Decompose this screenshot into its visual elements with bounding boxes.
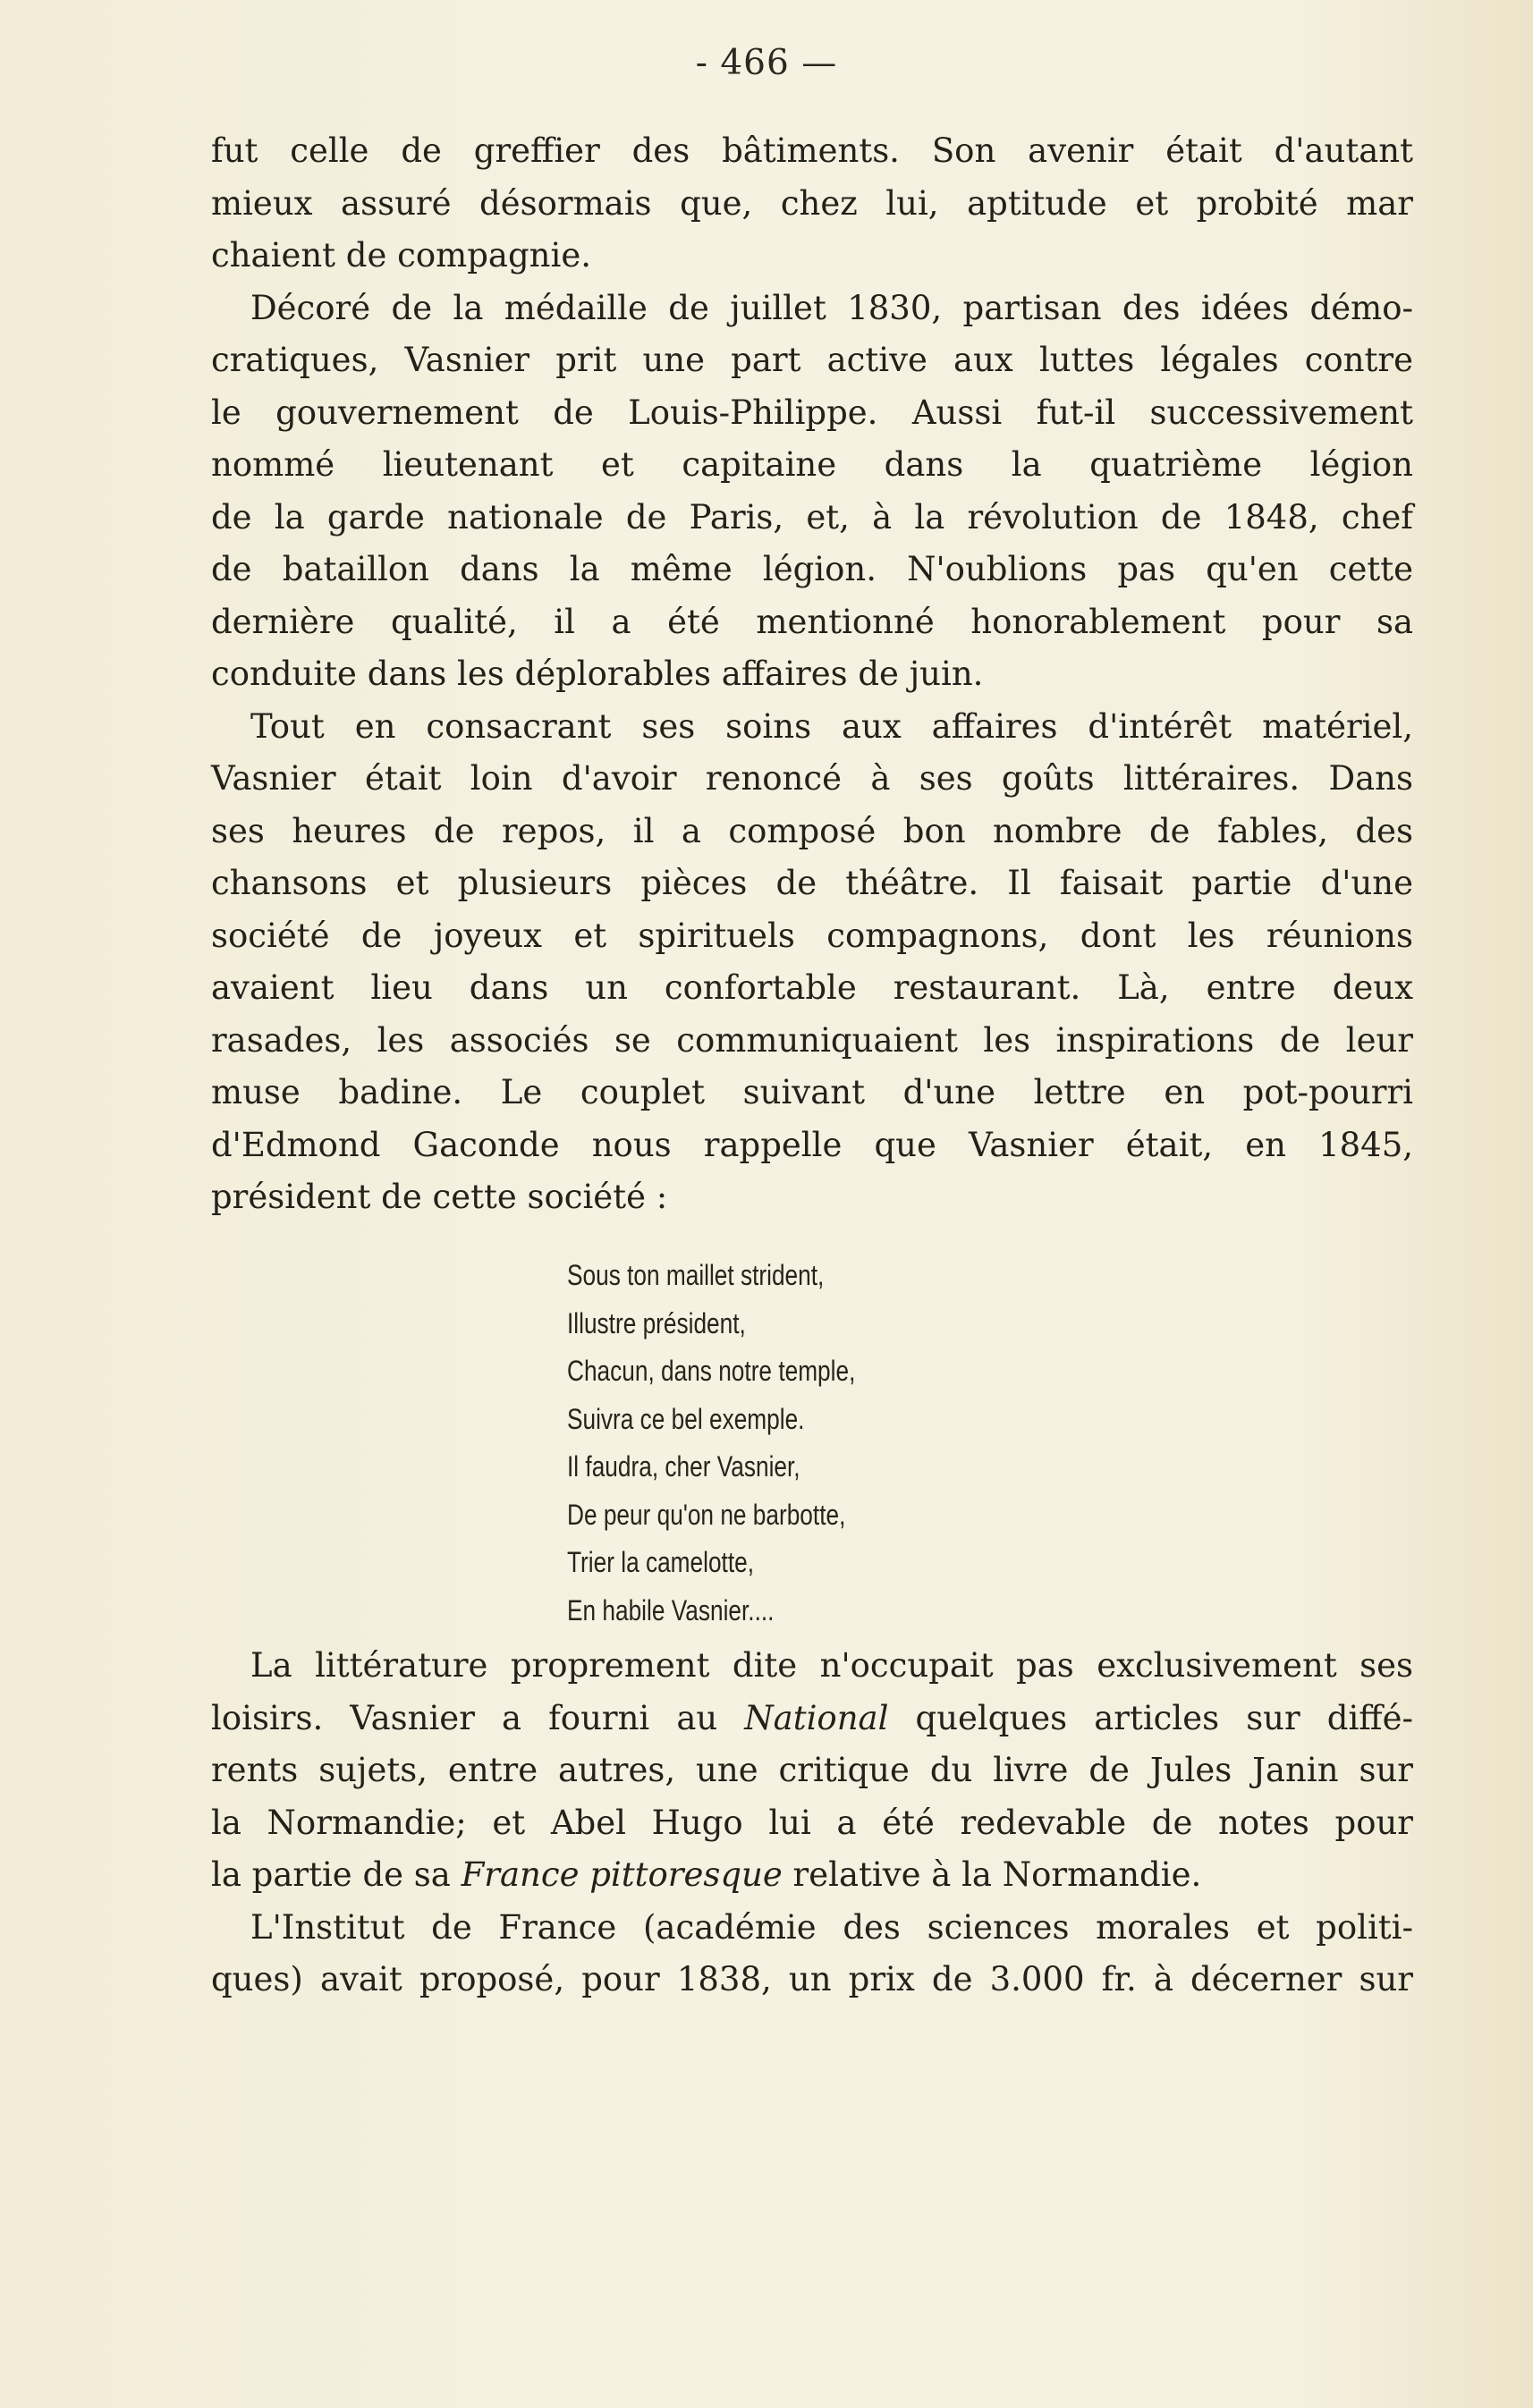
text-line: La littérature proprement dite n'occupait pas exclusivement ses xyxy=(250,1646,1413,1685)
text-line: ques) avait proposé, pour 1838, un prix de 3.000 fr. à décerner sur xyxy=(211,1960,1413,1998)
verse-line: Trier la camelotte, xyxy=(567,1546,755,1578)
verse-line: Il faudra, cher Vasnier, xyxy=(567,1450,800,1483)
text-line: L'Institut de France (académie des sciences morales et politi- xyxy=(250,1907,1413,1947)
verse-line: Suivra ce bel exemple. xyxy=(567,1402,805,1435)
text-line: la Normandie; et Abel Hugo lui a été redevable de notes pour xyxy=(211,1803,1413,1842)
text-line: le gouvernement de Louis-Philippe. Aussi fut-il successivement xyxy=(211,393,1413,432)
text-line: muse badine. Le couplet suivant d'une lettre en pot-pourri xyxy=(211,1073,1413,1111)
text-run: la partie de sa xyxy=(211,1855,462,1894)
text-line: mieux assuré désormais que, chez lui, aptitude et probité mar xyxy=(211,183,1413,223)
text-line: nommé lieutenant et capitaine dans la quatrième légion xyxy=(211,445,1413,484)
text-line: ses heures de repos, il a composé bon nombre de fables, des xyxy=(211,811,1413,850)
body-text-bottom xyxy=(211,1640,1413,2007)
page-number: - 466 — xyxy=(695,43,838,83)
text-run: quelques articles sur diffé- xyxy=(888,1698,1413,1737)
paragraph-greffier xyxy=(211,125,1413,283)
paragraph-institut xyxy=(211,1902,1413,2007)
verse-line: De peur qu'on ne barbotte, xyxy=(567,1498,846,1531)
text-line: rents sujets, entre autres, une critique du livre de Jules Janin sur xyxy=(211,1751,1413,1789)
verse-line: En habile Vasnier.... xyxy=(567,1593,775,1626)
text-line: dernière qualité, il a été mentionné honorablement pour sa xyxy=(211,602,1413,641)
verse-line: Illustre président, xyxy=(567,1306,746,1339)
title-france-pittoresque: France pittoresque xyxy=(461,1855,783,1894)
text-run: loisirs. Vasnier a fourni au xyxy=(211,1698,745,1737)
text-line: cratiques, Vasnier prit une part active aux luttes légales contre xyxy=(211,341,1413,379)
text-line: chaient de compagnie. xyxy=(211,236,591,275)
verse-line: Sous ton maillet strident, xyxy=(567,1259,825,1291)
body-text-top xyxy=(211,125,1413,1224)
text-line: de la garde nationale de Paris, et, à la révolution de 1848, chef xyxy=(211,497,1413,537)
paragraph-litterature xyxy=(211,1640,1413,1902)
text-line: Vasnier était loin d'avoir renoncé à ses goûts littéraires. Dans xyxy=(211,759,1413,798)
text-line: chansons et plusieurs pièces de théâtre. Il faisait partie d'une xyxy=(211,864,1413,902)
title-national: National xyxy=(744,1698,889,1737)
paragraph-tout-en-consacrant xyxy=(211,701,1413,1224)
text-run: relative à la Normandie. xyxy=(782,1855,1202,1894)
text-line: conduite dans les déplorables affaires de juin. xyxy=(211,655,984,693)
text-line xyxy=(211,1849,1413,1902)
text-line: fut celle de greffier des bâtiments. Son avenir était d'autant xyxy=(211,131,1413,170)
text-line: rasades, les associés se communiquaient les inspirations de leur xyxy=(211,1020,1413,1060)
text-line xyxy=(211,1693,1413,1745)
text-line: avaient lieu dans un confortable restaurant. Là, entre deux xyxy=(211,968,1413,1007)
paragraph-decore xyxy=(211,283,1413,701)
text-line: de bataillon dans la même légion. N'oublions pas qu'en cette xyxy=(211,550,1413,588)
text-line: d'Edmond Gaconde nous rappelle que Vasnier était, en 1845, xyxy=(211,1125,1413,1164)
text-line: société de joyeux et spirituels compagnons, dont les réunions xyxy=(211,916,1413,955)
verse-line: Chacun, dans notre temple, xyxy=(567,1355,856,1387)
text-line: Tout en consacrant ses soins aux affaires d'intérêt matériel, xyxy=(250,706,1413,746)
verse-couplet xyxy=(567,1252,855,1635)
text-line: président de cette société : xyxy=(211,1178,668,1216)
text-line: Décoré de la médaille de juillet 1830, partisan des idées démo- xyxy=(250,288,1413,327)
